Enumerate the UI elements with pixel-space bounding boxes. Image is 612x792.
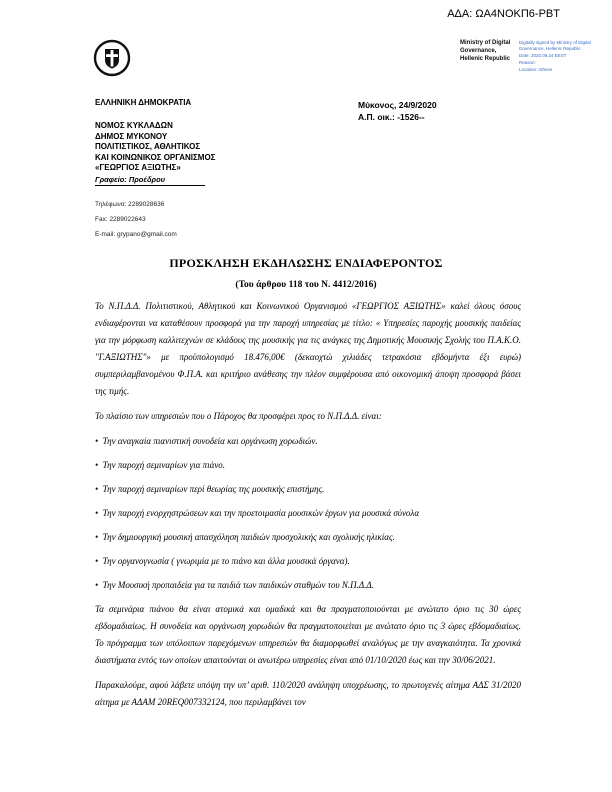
document-body <box>95 298 521 719</box>
signature-detail-line: Date: 2020.09.24 EEST <box>519 53 567 59</box>
ministry-line: Hellenic Republic <box>460 55 511 62</box>
prefecture-label: ΝΟΜΟΣ ΚΥΚΛΑΔΩΝ <box>95 121 173 131</box>
signature-detail-line: Digitally signed by Ministry of Digital Governance, Hellenic Republic <box>519 40 591 52</box>
bullet-item: • Την αναγκαία πιανιστική συνοδεία και οργάνωση χορωδιών. <box>95 433 521 450</box>
organization-line: ΠΟΛΙΤΙΣΤΙΚΟΣ, ΑΘΛΗΤΙΚΟΣ <box>95 142 201 152</box>
city-date-line: Μύκονος, 24/9/2020 <box>358 100 437 110</box>
municipality-label: ΔΗΜΟΣ ΜΥΚΟΝΟΥ <box>95 131 168 141</box>
greek-national-emblem-icon <box>92 38 132 78</box>
bullet-item: • Την Μουσική προπαιδεία για τα παιδιά των παιδικών σταθμών του Ν.Π.Δ.Δ. <box>95 577 521 594</box>
paragraph-services-intro: Το πλαίσιο των υπηρεσιών που ο Πάροχος θα προσφέρει προς το Ν.Π.Δ.Δ. είναι: <box>95 411 382 421</box>
document-subtitle: (Του άρθρου 118 του Ν. 4412/2016) <box>235 280 377 290</box>
phone-label: Τηλέφωνα: 2289028636 <box>95 201 165 209</box>
paragraph-invitation: Το Ν.Π.Δ.Δ. Πολιτιστικού, Αθλητικού και Κοινωνικού Οργανισμού «ΓΕΩΡΓΙΟΣ ΑΞΙΩΤΗΣ» καλεί όλους όσους ενδιαφέρονται να καταθέσουν προσφορά για την παροχή υπηρεσίας με τίτλο: « Υπηρεσίες παροχής μουσικής παιδείας για την μόρφωση καλλιτεχνών σε κλάδους της μουσικής για τις ανάγκες της Δημοτικής Μουσικής Σχολής του Π.Α.Κ.Ο. "Γ.ΑΞΙΩΤΗΣ"» με προϋπολογισμό 18.476,00€ (δεκαοχτώ χιλιάδες τετρακόσια εβδομήντα έξι ευρώ) συμπεριλαμβανομένου Φ.Π.Α. και κριτήριο ανάθεσης την πλέον συμφέρουσα από οικονομική άποψη προσφορά βάσει της τιμής. <box>95 301 521 396</box>
signature-detail-line: Location: Athens <box>519 67 553 73</box>
bullet-item: • Την παροχή ενορχηστρώσεων και την προετοιμασία μουσικών έργων για μουσικά σύνολα <box>95 505 521 522</box>
date-protocol-block <box>358 100 538 124</box>
paragraph-schedule: Τα σεμινάρια πιάνου θα είναι ατομικά και ομαδικά και θα πραγματοποιούνται με ανώτατο όριο τις 30 ώρες εβδομαδιαίως. Η συνοδεία και οργάνωση χορωδιών θα πραγματοποιείται με ανώτατο όριο τις 3 ώρες εβδομαδιαίως. Το πρόγραμμα των υπόλοιπων παρεχόμενων υπηρεσιών θα διαμορφωθεί αναλόγως με την αναγκαιότητα. Τα χρονικά διαστήματα εντός των οποίων απαιτούνται οι ανωτέρω υπηρεσίες είναι από 01/10/2020 έως και την 30/06/2021. <box>95 604 521 665</box>
contact-block <box>95 198 295 243</box>
signature-details <box>519 40 599 74</box>
ministry-name <box>460 40 514 74</box>
ministry-line: Governance, <box>460 47 497 54</box>
digital-signature-block <box>460 40 600 74</box>
services-bullet-list <box>95 433 521 594</box>
organization-line: ΚΑΙ ΚΟΙΝΩΝΙΚΟΣ ΟΡΓΑΝΙΣΜΟΣ <box>95 152 216 162</box>
hellenic-republic-label: ΕΛΛΗΝΙΚΗ ΔΗΜΟΚΡΑΤΙΑ <box>95 98 192 107</box>
ada-number: ΑΔΑ: ΩΑ4ΝΟΚΠ6-ΡΒΤ <box>447 8 560 20</box>
paragraph-closing: Παρακαλούμε, αφού λάβετε υπόψη την υπ’ αριθ. 110/2020 ανάληψη υποχρέωσης, το πρωτογενές αίτημα ΑΔΣ 31/2020 αίτημα με ΑΔΑΜ 20REQ007332124, που περιλαμβάνει τον <box>95 680 521 707</box>
organization-name: «ΓΕΩΡΓΙΟΣ ΑΞΙΩΤΗΣ» <box>95 163 181 173</box>
bullet-item: • Την παροχή σεμιναρίων περί θεωρίας της μουσικής επιστήμης. <box>95 481 521 498</box>
ministry-line: Ministry of Digital <box>460 40 511 46</box>
office-label: Γραφείο: Προέδρου <box>95 176 205 187</box>
protocol-number-line: Α.Π. οικ.: -1526-- <box>358 111 425 122</box>
bullet-item: • Την παροχή σεμιναρίων για πιάνο. <box>95 457 521 474</box>
document-title: ΠΡΟΣΚΛΗΣΗ ΕΚΔΗΛΩΣΗΣ ΕΝΔΙΑΦΕΡΟΝΤΟΣ <box>169 256 443 270</box>
fax-label: Fax: 2289022643 <box>95 216 146 224</box>
bullet-item: • Την δημιουργική μουσική απασχόληση παιδιών προσχολικής και σχολικής ηλικίας. <box>95 529 521 546</box>
bullet-item: • Την οργανογνωσία ( γνωριμία με το πιάνο και άλλα μουσικά όργανα). <box>95 553 521 570</box>
sender-header-block <box>95 98 295 243</box>
email-label: E-mail: grypano@gmail.com <box>95 231 177 239</box>
signature-detail-line: Reason: <box>519 60 536 66</box>
